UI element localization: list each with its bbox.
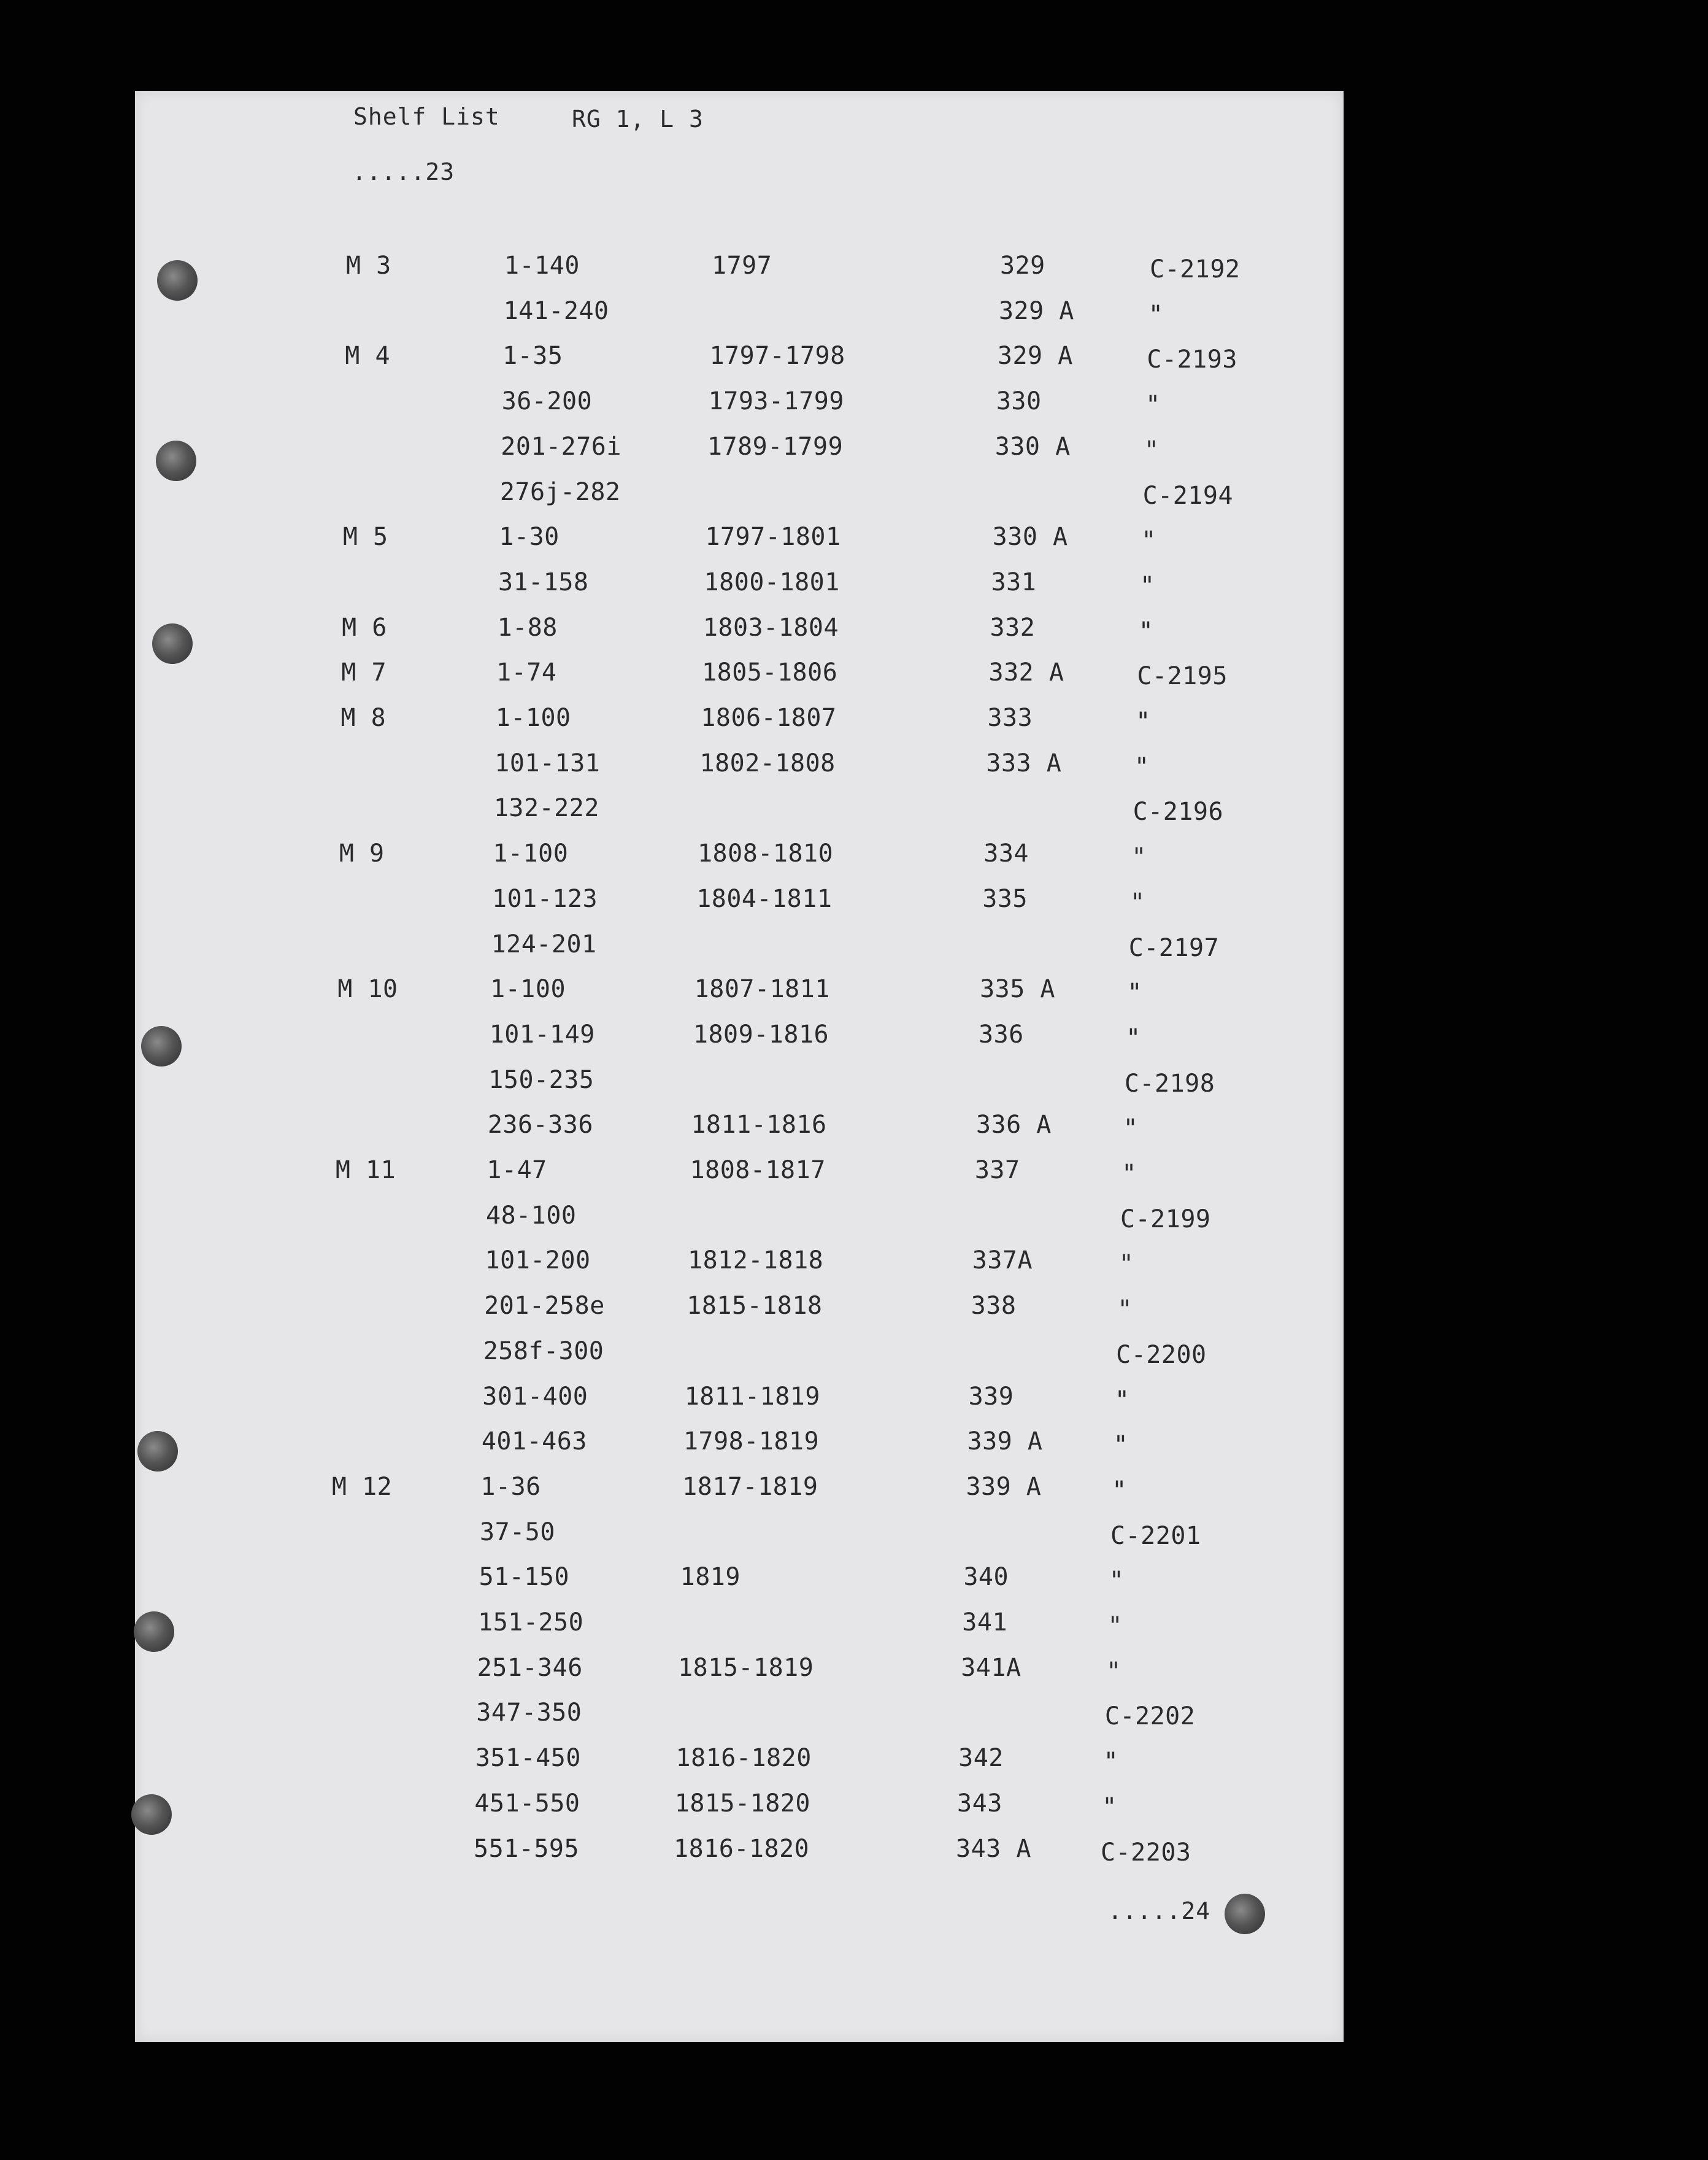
volume-cell: 336 A (975, 1111, 1052, 1140)
volume-cell: 331 (991, 568, 1037, 596)
dates-cell: 1808-1810 (697, 839, 834, 868)
volume-cell: 334 (983, 839, 1029, 868)
unit-cell: M 11 (335, 1156, 396, 1184)
reel-cell: " (1112, 1476, 1127, 1505)
volume-cell: 339 (968, 1382, 1014, 1411)
reel-cell: " (1113, 1431, 1129, 1460)
dates-cell: 1797-1801 (705, 523, 841, 552)
volume-cell: 329 (1000, 252, 1045, 280)
range-cell: 1-74 (496, 658, 557, 687)
volume-cell: 339 A (966, 1472, 1042, 1501)
volume-cell: 338 (971, 1292, 1017, 1321)
range-cell: 101-200 (485, 1246, 591, 1275)
unit-cell: M 10 (337, 975, 398, 1004)
reel-cell: C-2195 (1137, 662, 1228, 691)
dates-cell: 1803-1804 (702, 613, 839, 642)
punch-hole-icon (134, 1611, 174, 1652)
document-page (135, 91, 1344, 2042)
unit-cell: M 12 (331, 1472, 393, 1501)
reel-cell: " (1118, 1250, 1134, 1279)
reel-cell: " (1130, 888, 1145, 917)
reel-cell: C-2201 (1110, 1521, 1201, 1550)
volume-cell: 337 (974, 1156, 1020, 1184)
dates-cell: 1793-1799 (708, 387, 844, 416)
range-cell: 101-149 (489, 1020, 595, 1049)
volume-cell: 329 A (997, 342, 1073, 371)
range-cell: 101-123 (492, 884, 598, 913)
unit-cell: M 9 (339, 839, 385, 868)
dates-cell: 1808-1817 (690, 1156, 826, 1184)
reel-cell: C-2203 (1101, 1838, 1191, 1867)
dates-cell: 1806-1807 (701, 704, 837, 732)
reel-cell: " (1123, 1114, 1139, 1143)
punch-hole-icon (152, 623, 193, 664)
volume-cell: 342 (958, 1744, 1004, 1773)
volume-cell: 337A (972, 1246, 1033, 1275)
reel-cell: " (1145, 391, 1161, 420)
volume-cell: 341A (961, 1653, 1021, 1682)
punch-hole-icon (131, 1794, 172, 1835)
reel-cell: " (1144, 436, 1160, 465)
punch-hole-icon (1225, 1894, 1265, 1934)
range-cell: 1-100 (495, 704, 571, 732)
unit-cell: M 8 (340, 704, 387, 732)
unit-cell: M 5 (342, 523, 388, 552)
range-cell: 201-276i (501, 432, 621, 461)
volume-cell: 333 (987, 704, 1033, 732)
volume-cell: 330 A (992, 523, 1068, 552)
range-cell: 124-201 (491, 930, 597, 958)
range-cell: 351-450 (475, 1744, 581, 1773)
range-cell: 301-400 (482, 1382, 588, 1411)
range-cell: 258f-300 (483, 1336, 604, 1365)
dates-cell: 1807-1811 (694, 975, 830, 1004)
dates-cell: 1815-1818 (687, 1292, 823, 1321)
range-cell: 1-36 (480, 1472, 541, 1501)
dates-cell: 1816-1820 (675, 1744, 812, 1773)
dates-cell: 1811-1819 (684, 1382, 820, 1411)
reel-cell: C-2200 (1116, 1340, 1207, 1369)
range-cell: 150-235 (488, 1065, 594, 1094)
volume-cell: 340 (963, 1563, 1009, 1592)
reel-cell: " (1103, 1748, 1119, 1776)
range-cell: 201-258e (484, 1292, 605, 1321)
range-cell: 251-346 (477, 1653, 583, 1682)
reel-cell: " (1134, 752, 1150, 781)
range-cell: 141-240 (503, 296, 609, 325)
reel-cell: C-2198 (1124, 1069, 1215, 1098)
reel-cell: " (1131, 843, 1147, 872)
volume-cell: 343 A (956, 1834, 1031, 1863)
volume-cell: 343 (957, 1789, 1002, 1818)
range-cell: 31-158 (498, 568, 589, 596)
range-cell: 151-250 (478, 1608, 584, 1637)
dates-cell: 1817-1819 (682, 1472, 818, 1501)
range-cell: 36-200 (501, 387, 593, 416)
volume-cell: 335 A (980, 975, 1055, 1004)
range-cell: 236-336 (487, 1111, 593, 1140)
reel-cell: " (1102, 1792, 1117, 1821)
reel-cell: " (1138, 617, 1154, 646)
range-cell: 101-131 (494, 749, 601, 777)
range-cell: 132-222 (493, 794, 599, 823)
dates-cell: 1802-1808 (699, 749, 836, 777)
volume-cell: 332 (990, 613, 1036, 642)
reel-cell: " (1117, 1295, 1133, 1324)
dates-cell: 1804-1811 (696, 884, 833, 913)
punch-hole-icon (137, 1431, 178, 1472)
reel-cell: C-2197 (1128, 933, 1220, 962)
dates-cell: 1800-1801 (704, 568, 840, 596)
reel-cell: " (1148, 300, 1164, 329)
range-cell: 1-30 (499, 523, 560, 552)
dates-cell: 1805-1806 (702, 658, 838, 687)
range-cell: 276j-282 (499, 477, 621, 506)
unit-cell: M 4 (345, 342, 391, 371)
dates-cell: 1812-1818 (688, 1246, 824, 1275)
range-cell: 1-47 (487, 1156, 547, 1184)
unit-cell: M 3 (346, 252, 391, 280)
reel-cell: " (1109, 1567, 1125, 1595)
dates-cell: 1797-1798 (709, 342, 845, 371)
volume-cell: 330 A (994, 432, 1071, 461)
volume-cell: 339 A (967, 1427, 1043, 1456)
reel-cell: " (1136, 708, 1151, 736)
dates-cell: 1815-1820 (674, 1789, 811, 1818)
punch-hole-icon (157, 260, 198, 301)
reel-cell: " (1106, 1657, 1121, 1686)
volume-cell: 329 A (998, 296, 1074, 325)
unit-cell: M 7 (341, 658, 387, 687)
punch-hole-icon (141, 1026, 182, 1066)
punch-hole-icon (156, 441, 196, 481)
dates-cell: 1811-1816 (691, 1111, 827, 1140)
record-group-label: RG 1, L 3 (572, 106, 704, 133)
range-cell: 37-50 (480, 1518, 555, 1546)
reel-cell: " (1126, 1024, 1141, 1052)
reel-cell: " (1114, 1386, 1130, 1414)
range-cell: 551-595 (474, 1834, 580, 1863)
dates-cell: 1797 (712, 252, 772, 280)
dates-cell: 1789-1799 (707, 432, 844, 461)
reel-cell: " (1121, 1160, 1137, 1188)
volume-cell: 332 A (988, 658, 1064, 687)
reel-cell: " (1127, 979, 1143, 1008)
range-cell: 48-100 (486, 1201, 577, 1230)
range-cell: 1-140 (504, 252, 580, 280)
volume-cell: 341 (962, 1608, 1008, 1637)
volume-cell: 335 (982, 884, 1028, 913)
reel-cell: C-2196 (1133, 798, 1224, 827)
reel-cell: C-2202 (1104, 1702, 1196, 1731)
reel-cell: " (1141, 526, 1156, 555)
unit-cell: M 6 (342, 613, 387, 642)
document-title: Shelf List (353, 103, 500, 130)
dates-cell: 1819 (680, 1563, 741, 1592)
dates-cell: 1815-1819 (678, 1653, 814, 1682)
range-cell: 1-35 (502, 342, 563, 371)
dates-cell: 1809-1816 (693, 1020, 829, 1049)
page-reference: .....23 (352, 158, 455, 185)
range-cell: 1-88 (497, 613, 558, 642)
reel-cell: C-2194 (1142, 481, 1234, 510)
volume-cell: 333 A (986, 749, 1062, 777)
dates-cell: 1798-1819 (683, 1427, 820, 1456)
range-cell: 401-463 (481, 1427, 587, 1456)
reel-cell: " (1140, 571, 1155, 600)
reel-cell: C-2199 (1120, 1205, 1211, 1233)
range-cell: 1-100 (490, 975, 566, 1004)
range-cell: 451-550 (474, 1789, 580, 1818)
reel-cell: C-2192 (1150, 255, 1241, 284)
volume-cell: 330 (996, 387, 1042, 416)
range-cell: 1-100 (493, 839, 569, 868)
reel-cell: " (1107, 1612, 1123, 1640)
range-cell: 51-150 (479, 1563, 570, 1592)
dates-cell: 1816-1820 (674, 1834, 810, 1863)
reel-cell: C-2193 (1147, 345, 1237, 374)
volume-cell: 336 (979, 1020, 1024, 1049)
range-cell: 347-350 (476, 1699, 582, 1727)
next-page-reference: .....24 (1108, 1897, 1211, 1924)
